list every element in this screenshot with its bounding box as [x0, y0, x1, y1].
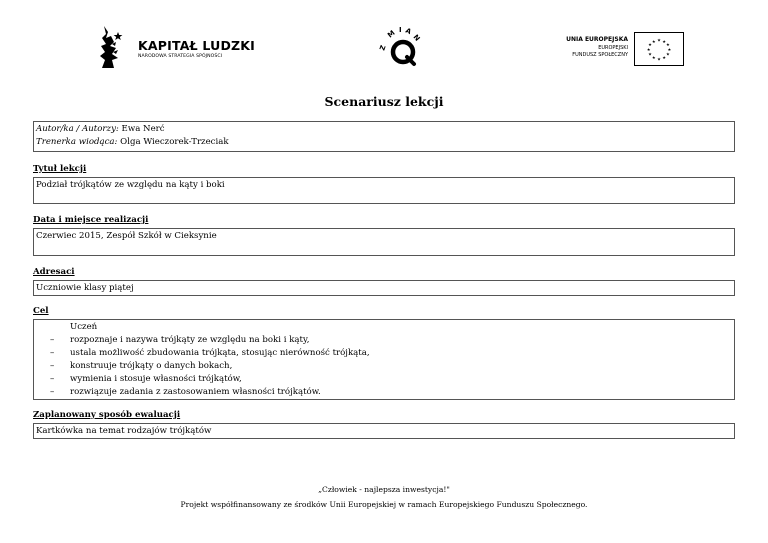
authors-box: [33, 121, 735, 152]
eu-line1: UNIA EUROPEJSKA: [566, 36, 628, 43]
svg-text:★: ★: [657, 56, 661, 62]
eu-logo: [560, 32, 688, 68]
eu-flag-icon: [634, 32, 684, 66]
dash-marker: –: [50, 387, 55, 397]
date-label: Data i miejsce realizacji: [33, 215, 149, 225]
topic-box: [33, 177, 735, 204]
svg-text:★: ★: [666, 51, 670, 57]
audience-box: [33, 280, 735, 296]
svg-text:I: I: [399, 26, 402, 34]
svg-text:★: ★: [646, 46, 651, 52]
svg-text:★: ★: [666, 42, 670, 48]
goal-box: [33, 319, 735, 400]
audience-label: Adresaci: [33, 267, 75, 277]
dash-marker: –: [50, 361, 55, 371]
goal-item-text: konstruuje trójkąty o danych bokach,: [70, 361, 233, 371]
trainer-label: Trenerka wiodąca:: [36, 137, 118, 147]
trainer-value: Olga Wieczorek-Trzeciak: [117, 137, 229, 147]
author-value: Ewa Nerć: [118, 124, 165, 134]
list-item: [38, 386, 732, 399]
goal-item-text: rozpoznaje i nazywa trójkąty ze względu na boki i kąty,: [70, 335, 310, 345]
svg-text:A: A: [404, 26, 413, 37]
svg-text:Z: Z: [378, 44, 388, 52]
list-item: [38, 360, 732, 373]
svg-text:★: ★: [648, 42, 652, 48]
zmianq-logo: [378, 24, 428, 68]
evaluation-value: Kartkówka na temat rodzajów trójkątów: [36, 426, 212, 436]
topic-value: Podział trójkątów ze względu na kąty i boki: [36, 180, 225, 190]
dash-marker: –: [50, 348, 55, 358]
svg-text:M: M: [386, 28, 397, 40]
eu-line2: EUROPEJSKI: [598, 45, 628, 51]
svg-text:★: ★: [662, 54, 667, 60]
svg-text:★: ★: [651, 38, 656, 44]
goal-label: Cel: [33, 306, 49, 316]
dash-marker: –: [50, 374, 55, 384]
svg-text:N: N: [411, 33, 422, 43]
page-title: Scenariusz lekcji: [324, 94, 444, 109]
author-label: Autor/ka / Autorzy:: [36, 124, 119, 134]
svg-text:★: ★: [667, 46, 672, 52]
goal-item-text: wymienia i stosuje własności trójkątów,: [70, 374, 242, 384]
date-value: Czerwiec 2015, Zespół Szkół w Cieksynie: [36, 231, 217, 241]
author-line: [36, 123, 732, 136]
eu-line3: FUNDUSZ SPOŁECZNY: [572, 52, 628, 58]
kapital-ludzki-logo: [98, 24, 256, 70]
goal-item-text: rozwiązuje zadania z zastosowaniem własności trójkątów.: [70, 387, 321, 397]
evaluation-box: [33, 423, 735, 439]
list-item: [38, 373, 732, 386]
goal-item-text: ustala możliwość zbudowania trójkąta, stosując nierówność trójkąta,: [70, 348, 370, 358]
svg-text:★: ★: [648, 51, 652, 57]
svg-text:★: ★: [657, 37, 661, 43]
svg-text:★: ★: [662, 38, 667, 44]
kapital-ludzki-emblem-icon: [98, 24, 126, 70]
date-box: [33, 228, 735, 256]
list-item: [38, 334, 732, 347]
svg-text:★: ★: [651, 54, 656, 60]
goal-intro: Uczeń: [70, 322, 98, 332]
evaluation-label: Zaplanowany sposób ewaluacji: [33, 410, 181, 420]
dash-marker: –: [50, 335, 55, 345]
kapital-ludzki-subtitle: NARODOWA STRATEGIA SPÓJNOŚCI: [138, 54, 223, 59]
kapital-ludzki-name: KAPITAŁ LUDZKI: [138, 38, 256, 53]
trainer-line: [36, 136, 732, 149]
zmianq-emblem-icon: [378, 24, 428, 68]
footer-slogan: „Człowiek - najlepsza inwestycja!": [318, 485, 450, 494]
topic-label: Tytuł lekcji: [33, 164, 87, 174]
audience-value: Uczniowie klasy piątej: [36, 283, 134, 293]
footer-project: Projekt współfinansowany ze środków Unii Europejskiej w ramach Europejskiego Funduszu Społecznego.: [180, 500, 588, 509]
list-item: [38, 347, 732, 360]
